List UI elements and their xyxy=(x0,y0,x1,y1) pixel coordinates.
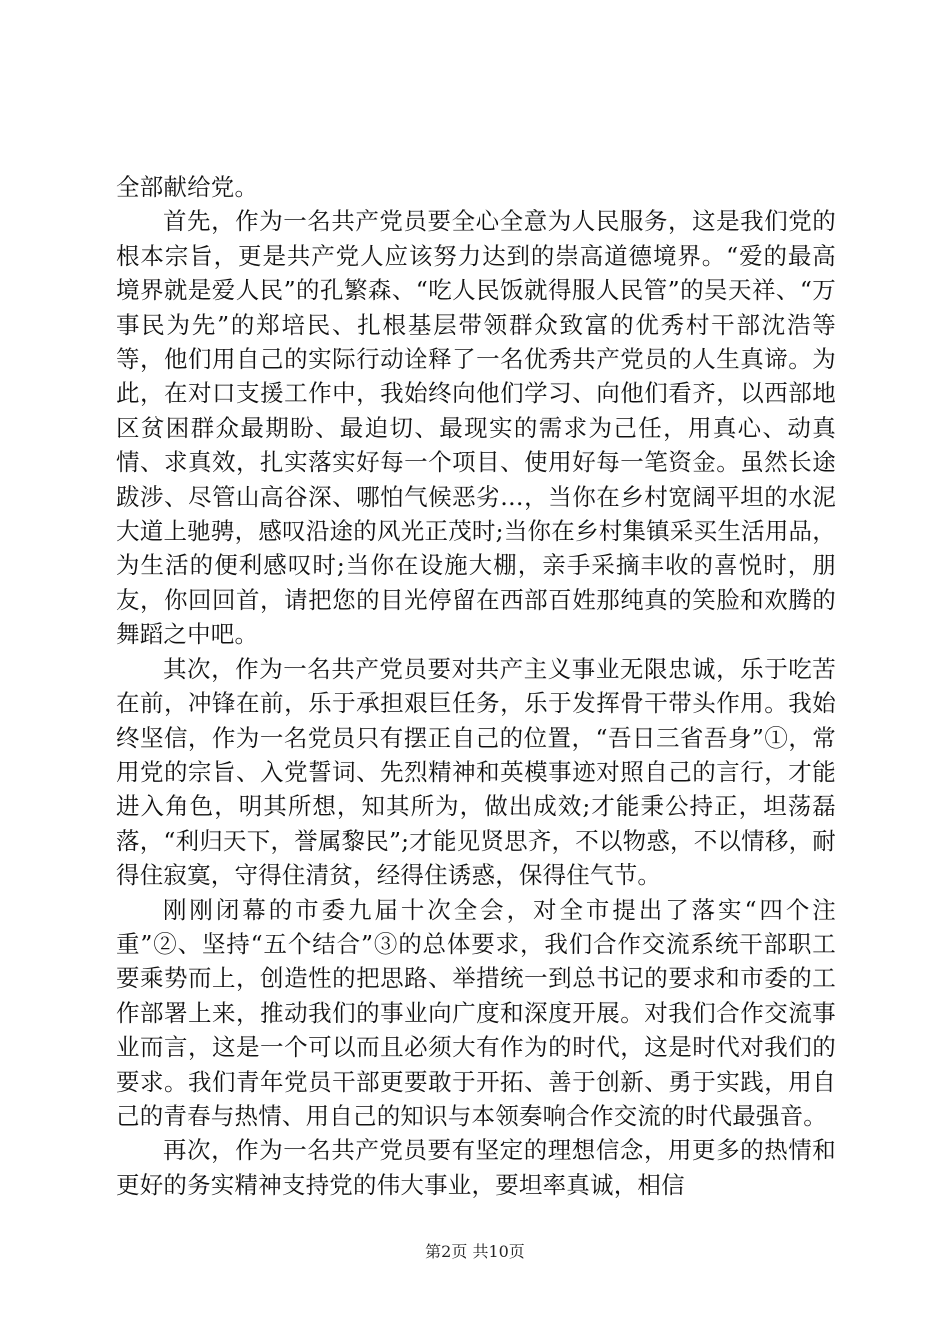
paragraph-5: 再次，作为一名共产党员要有坚定的理想信念，用更多的热情和更好的务实精神支持党的伟大事业，要坦率真诚，相信 xyxy=(116,1136,836,1199)
paragraph-1: 全部献给党。 xyxy=(116,173,259,201)
paragraph-3: 其次，作为一名共产党员要对共产主义事业无限忠诚，乐于吃苦在前，冲锋在前，乐于承担艰巨任务，乐于发挥骨干带头作用。我始终坚信，作为一名党员只有摆正自己的位置，“吾日三省吾身”①，常用党的宗旨、入党誓词、先烈精神和英模事迹对照自己的言行，才能进入角色，明其所想，知其所为，做出成效;才能秉公持正，坦荡磊落，“利归天下，誉属黎民”;才能见贤思齐，不以物惑，不以情移，耐得住寂寞，守得住清贫，经得住诱惑，保得住气节。 xyxy=(116,654,836,890)
page-number-label: 第2页 共10页 xyxy=(425,1242,525,1261)
paragraph-4: 刚刚闭幕的市委九届十次全会，对全市提出了落实“四个注重”②、坚持“五个结合”③的总体要求，我们合作交流系统干部职工要乘势而上，创造性的把思路、举措统一到总书记的要求和市委的工作部署上来，推动我们的事业向广度和深度开展。对我们合作交流事业而言，这是一个可以而且必须大有作为的时代，这是时代对我们的要求。我们青年党员干部更要敢于开拓、善于创新、勇于实践，用自己的青春与热情、用自己的知识与本领奏响合作交流的时代最强音。 xyxy=(116,895,836,1130)
paragraph-2: 首先，作为一名共产党员要全心全意为人民服务，这是我们党的根本宗旨，更是共产党人应该努力达到的崇高道德境界。“爱的最高境界就是爱人民”的孔繁森、“吃人民饭就得服人民管”的吴天祥、“万事民为先”的郑培民、扎根基层带领群众致富的优秀村干部沈浩等等，他们用自己的实际行动诠释了一名优秀共产党员的人生真谛。为此，在对口支援工作中，我始终向他们学习、向他们看齐，以西部地区贫困群众最期盼、最迫切、最现实的需求为己任，用真心、动真情、求真效，扎实落实好每一个项目、使用好每一笔资金。虽然长途跋涉、尽管山高谷深、哪怕气候恶劣…，当你在乡村宽阔平坦的水泥大道上驰骋，感叹沿途的风光正茂时;当你在乡村集镇采买生活用品，为生活的便利感叹时;当你在设施大棚，亲手采摘丰收的喜悦时，朋友，你回回首，请把您的目光停留在西部百姓那纯真的笑脸和欢腾的舞蹈之中吧。 xyxy=(116,207,836,649)
document-body xyxy=(116,170,836,1202)
page-footer xyxy=(0,1240,950,1264)
